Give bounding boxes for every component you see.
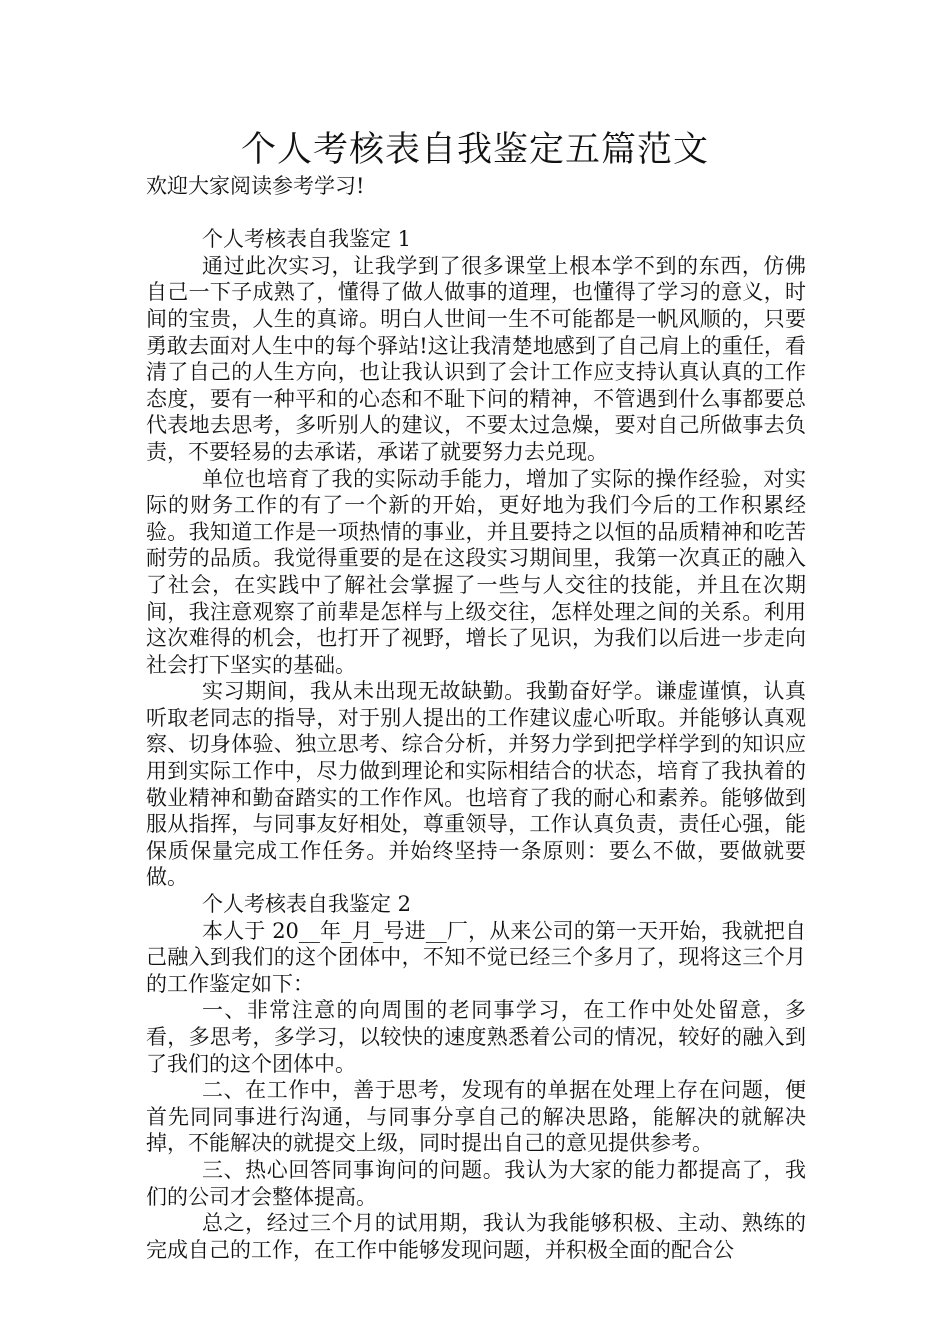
document-body	[146, 173, 806, 1263]
paragraph: 一、非常注意的向周围的老同事学习，在工作中处处留意，多看，多思考，多学习，以较快的速度熟悉着公司的情况，较好的融入到了我们的这个团体中。	[146, 998, 806, 1076]
paragraph: 三、热心回答同事询问的问题。我认为大家的能力都提高了，我们的公司才会整体提高。	[146, 1157, 806, 1209]
blank-line	[146, 200, 806, 227]
paragraph: 实习期间，我从未出现无故缺勤。我勤奋好学。谦虚谨慎，认真听取老同志的指导，对于别人提出的工作建议虚心听取。并能够认真观察、切身体验、独立思考、综合分析，并努力学到把学样学到的知识应用到实际工作中，尽力做到理论和实际相结合的状态，培育了我执着的敬业精神和勤奋踏实的工作作风。也培育了我的耐心和素养。能够做到服从指挥，与同事友好相处，尊重领导，工作认真负责，责任心强，能保质保量完成工作任务。并始终坚持一条原则：要么不做，要做就要做。	[146, 679, 806, 890]
paragraph: 二、在工作中，善于思考，发现有的单据在处理上存在问题，便首先同同事进行沟通，与同事分享自己的解决思路，能解决的就解决掉，不能解决的就提交上级，同时提出自己的意见提供参考。	[146, 1078, 806, 1156]
paragraph: 总之，经过三个月的试用期，我认为我能够积极、主动、熟练的完成自己的工作，在工作中能够发现问题，并积极全面的配合公	[146, 1211, 806, 1262]
paragraph: 通过此次实习，让我学到了很多课堂上根本学不到的东西，仿佛自己一下子成熟了，懂得了做人做事的道理，也懂得了学习的意义，时间的宝贵，人生的真谛。明白人世间一生不可能都是一帆风顺的，只要勇敢去面对人生中的每个驿站!这让我清楚地感到了自己肩上的重任，看清了自己的人生方向，也让我认识到了会计工作应支持认真认真的工作态度，要有一种平和的心态和不耻下问的精神，不管遇到什么事都要总代表地去思考，多听别人的建议，不要太过急燥，要对自己所做事去负责，不要轻易的去承诺，承诺了就要努力去兑现。	[146, 253, 806, 464]
intro-line: 欢迎大家阅读参考学习!	[146, 174, 365, 198]
paragraph: 本人于 20__年_月_号进__厂，从来公司的第一天开始，我就把自己融入到我们的这个团体中，不知不觉已经三个多月了，现将这三个月的工作鉴定如下：	[146, 918, 806, 996]
section-heading-2: 个人考核表自我鉴定 2	[202, 892, 412, 917]
paragraph: 单位也培育了我的实际动手能力，增加了实际的操作经验，对实际的财务工作的有了一个新的开始，更好地为我们今后的工作积累经验。我知道工作是一项热情的事业，并且要持之以恒的品质精神和吃苦耐劳的品质。我觉得重要的是在这段实习期间里，我第一次真正的融入了社会，在实践中了解社会掌握了一些与人交往的技能，并且在次期间，我注意观察了前辈是怎样与上级交往，怎样处理之间的关系。利用这次难得的机会，也打开了视野，增长了见识，为我们以后进一步走向社会打下坚实的基础。	[146, 466, 806, 677]
section-heading-1: 个人考核表自我鉴定 1	[202, 227, 412, 252]
document-title: 个人考核表自我鉴定五篇范文	[240, 130, 709, 170]
